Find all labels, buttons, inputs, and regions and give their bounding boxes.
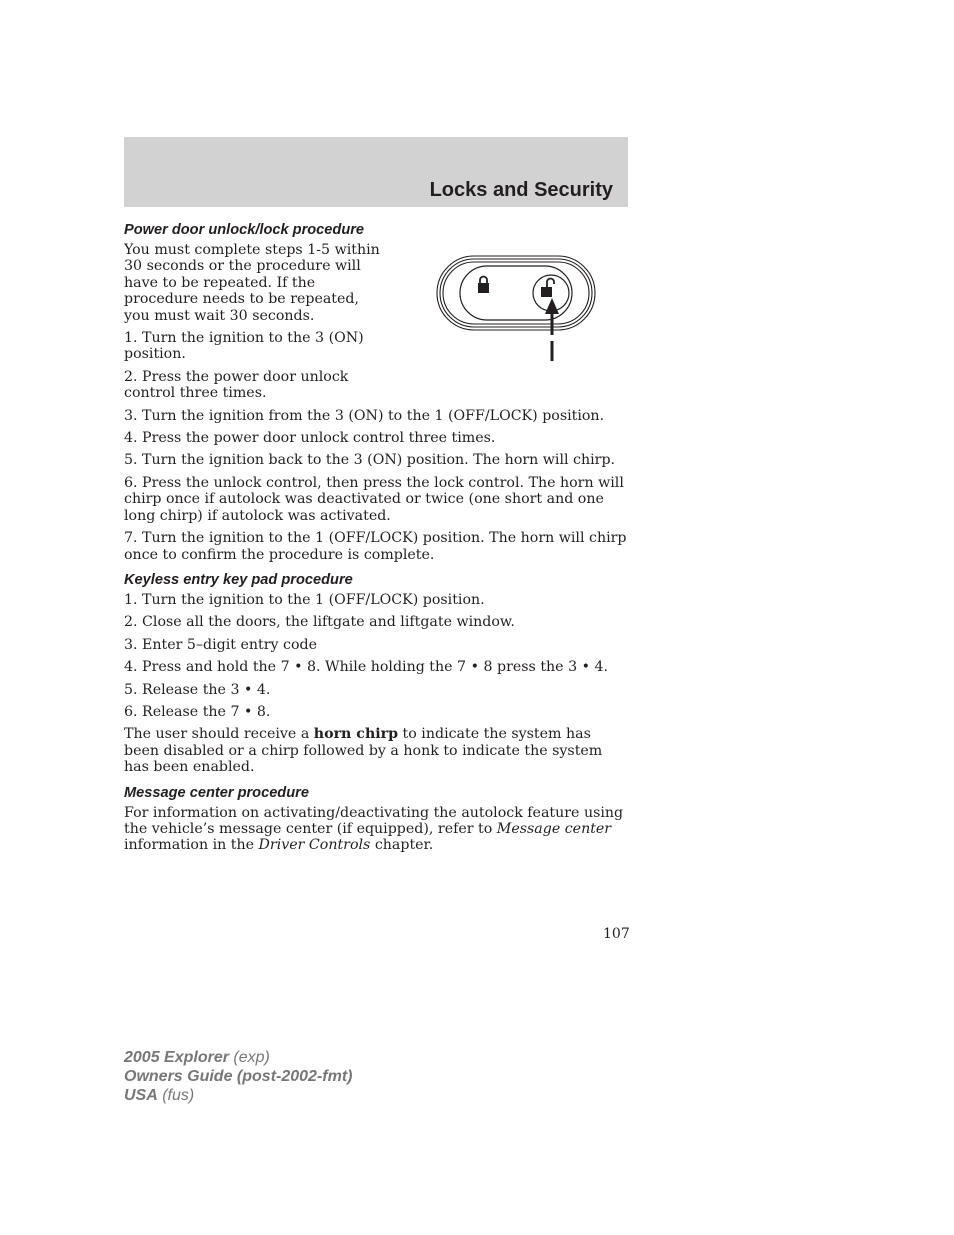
chapter-title: Locks and Security [429, 179, 613, 201]
keyless-step-4: 4. Press and hold the 7 • 8. While holding the 7 • 8 press the 3 • 4. [124, 659, 609, 676]
power-step-7: 7. Turn the ignition to the 1 (OFF/LOCK) position. The horn will chirp once to confirm the procedure is complete. [124, 530, 627, 563]
door-lock-control-figure [434, 253, 599, 368]
horn-chirp-emphasis: horn chirp [313, 726, 399, 743]
message-text-part3: chapter. [370, 837, 434, 854]
keyless-step-6: 6. Release the 7 • 8. [124, 703, 271, 720]
power-step-2: 2. Press the power door unlock control three times. [124, 368, 349, 402]
power-step-6: 6. Press the unlock control, then press the lock control. The horn will chirp once if autolock was deactivated or twice (one short and one long chirp) if autolock was activated. [124, 474, 624, 524]
chapter-header [124, 137, 628, 207]
lock-icon [478, 277, 489, 294]
message-text-part2: information in the [124, 837, 259, 854]
document-footer [124, 1048, 352, 1105]
driver-controls-reference: Driver Controls [258, 837, 371, 854]
footer-model: 2005 Explorer [124, 1049, 229, 1066]
footer-line-1 [124, 1048, 352, 1067]
page-content [124, 219, 628, 860]
keyless-note-after: to indicate the system has been disabled or a chirp followed by a honk to indicate the system has been enabled. [124, 726, 603, 776]
keyless-note [124, 726, 628, 775]
message-text-part1: For information on activating/deactivating the autolock feature using the vehicle’s message center (if equipped), refer to [124, 804, 624, 837]
footer-model-code: (exp) [228, 1049, 270, 1066]
power-step-5: 5. Turn the ignition back to the 3 (ON) position. The horn will chirp. [124, 452, 616, 469]
keyless-step-2: 2. Close all the doors, the liftgate and liftgate window. [124, 614, 515, 631]
footer-line-2: Owners Guide (post-2002-fmt) [124, 1068, 353, 1085]
footer-market-code: (fus) [157, 1087, 195, 1104]
power-step-3: 3. Turn the ignition from the 3 (ON) to the 1 (OFF/LOCK) position. [124, 407, 605, 424]
message-center-heading: Message center procedure [124, 784, 309, 801]
keyless-step-1: 1. Turn the ignition to the 1 (OFF/LOCK) position. [124, 591, 485, 608]
power-procedure-heading: Power door unlock/lock procedure [124, 222, 365, 238]
power-step-1: 1. Turn the ignition to the 3 (ON) position. [124, 330, 364, 363]
message-center-reference: Message center [496, 820, 612, 837]
power-step-4: 4. Press the power door unlock control three times. [124, 430, 496, 447]
keyless-step-3: 3. Enter 5–digit entry code [124, 636, 318, 653]
keyless-step-5: 5. Release the 3 • 4. [124, 681, 271, 698]
power-procedure-intro: You must complete steps 1-5 within 30 seconds or the procedure will have to be repeated. If the procedure needs to be repeated, you must wait 30 seconds. [124, 242, 380, 324]
page-number: 107 [603, 926, 630, 942]
keyless-procedure-heading: Keyless entry key pad procedure [124, 571, 353, 588]
message-center-text [124, 805, 628, 854]
footer-line-3 [124, 1086, 352, 1105]
keyless-note-before: The user should receive a [124, 726, 314, 743]
footer-market: USA [124, 1087, 158, 1104]
